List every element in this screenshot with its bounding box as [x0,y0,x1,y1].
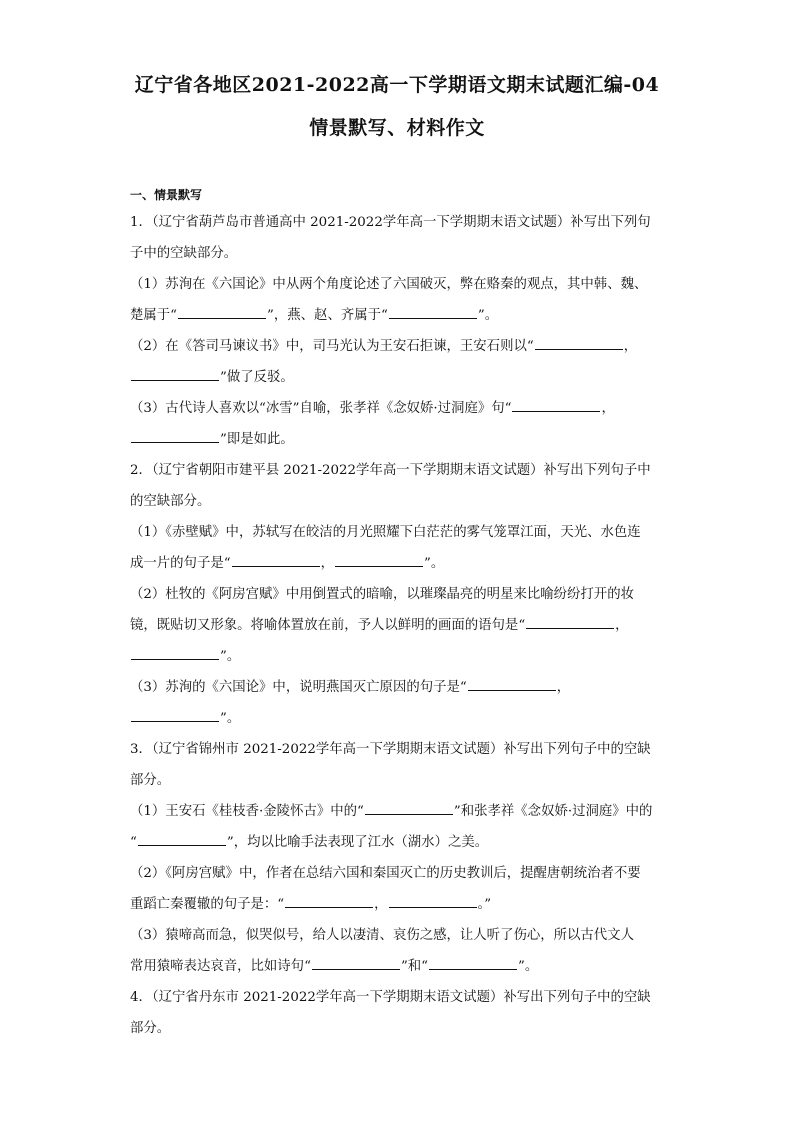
text-fragment: ”。 [518,959,539,974]
text-fragment: ”做了反驳。 [220,370,294,385]
answer-blank[interactable] [131,645,219,660]
text-fragment: ”和张孝祥《念奴娇·过洞庭》中的 [453,804,653,819]
text-fragment: （3）苏洵的《六国论》中，说明燕国灭亡原因的句子是“ [130,680,467,695]
question-2 [130,455,670,734]
answer-blank[interactable] [429,955,517,970]
document-body [130,185,670,1044]
answer-blank[interactable] [178,304,266,319]
q2-item-2-line3 [130,641,670,672]
question-4 [130,982,670,1044]
text-fragment: （2）在《答司马谏议书》中，司马光认为王安石拒谏，王安石则以“ [130,339,534,354]
text-fragment: ， [556,680,571,695]
answer-blank[interactable] [468,676,556,691]
text-fragment: “ [130,835,137,850]
text-fragment: 成一片的句子是“ [130,556,231,571]
answer-blank[interactable] [232,552,320,567]
question-3 [130,734,670,982]
question-4-heading-cont: 部分。 [130,1021,171,1036]
text-fragment: ”，均以比喻手法表现了江水（湖水）之美。 [226,835,489,850]
q1-item-3-text [130,393,670,424]
answer-blank[interactable] [138,831,226,846]
text-fragment: ， [320,556,334,571]
question-2-heading-cont: 的空缺部分。 [130,494,211,509]
text-fragment: ”即是如此。 [220,432,294,447]
text-fragment: ”。 [220,711,241,726]
document-subtitle: 情景默写、材料作文 [309,117,485,139]
text-fragment: 常用猿啼表达哀音，比如诗句“ [130,959,311,974]
text-fragment: ”和“ [400,959,429,974]
text-fragment: 镜，既贴切又形象。将喻体置放在前，予人以鲜明的画面的语句是“ [130,618,526,633]
answer-blank[interactable] [389,304,477,319]
q1-item-1-text: （1）苏洵在《六国论》中从两个角度论述了六国破灭，弊在赂秦的观点，其中韩、魏、 [130,277,648,292]
q1-item-1-line2 [130,300,670,331]
text-fragment: ， [615,618,629,633]
q3-item-2-text: （2）《阿房宫赋》中，作者在总结六国和秦国灭亡的历史教训后，提醒唐朝统治者不要 [130,866,641,881]
answer-blank[interactable] [365,800,453,815]
text-fragment: ”。 [423,556,445,571]
q3-item-2-line2 [130,889,670,920]
text-fragment: ， [374,897,388,912]
question-2-heading: 2．（辽宁省朝阳市建平县 2021-2022学年高一下学期期末语文试题）补写出下列句子中 [130,463,651,478]
q3-item-3-text: （3）猿啼高而急，似哭似号，给人以凄清、哀伤之感，让人听了伤心，所以古代文人 [130,928,634,943]
question-3-heading: 3．（辽宁省锦州市 2021-2022学年高一下学期期末语文试题）补写出下列句子中的空缺 [130,742,651,757]
q2-item-2-line2 [130,610,670,641]
section-heading: 一、情景默写 [130,188,203,202]
answer-blank[interactable] [131,428,219,443]
q2-item-2-text: （2）杜牧的《阿房宫赋》中用倒置式的暗喻，以璀璨晶亮的明星来比喻纷纷打开的妆 [130,587,634,602]
q3-item-3-line2 [130,951,670,982]
text-fragment: （1）王安石《桂枝香·金陵怀古》中的“ [130,804,364,819]
text-fragment: ”。 [477,308,499,323]
text-fragment: （3）古代诗人喜欢以“冰雪”自喻，张孝祥《念奴娇·过洞庭》句“ [130,401,512,416]
answer-blank[interactable] [312,955,400,970]
answer-blank[interactable] [131,366,219,381]
answer-blank[interactable] [526,614,614,629]
q1-item-3-line2 [130,424,670,455]
question-3-heading-cont: 部分。 [130,773,171,788]
q1-item-2-text [130,331,670,362]
answer-blank[interactable] [335,552,423,567]
text-fragment: ， [601,401,615,416]
q2-item-3-line2 [130,703,670,734]
q2-item-3-text [130,672,670,703]
text-fragment: ”，燕、赵、齐属于“ [267,308,388,323]
text-fragment: 。” [477,897,492,912]
question-1-heading-cont: 子中的空缺部分。 [130,246,238,261]
q2-item-1-text: （1）《赤壁赋》中，苏轼写在皎洁的月光照耀下白茫茫的雾气笼罩江面，天光、水色连 [130,525,641,540]
answer-blank[interactable] [535,335,623,350]
text-fragment: 楚属于“ [130,308,178,323]
q2-item-1-line2 [130,548,670,579]
document-title: 辽宁省各地区2021-2022高一下学期语文期末试题汇编-04 [134,74,660,96]
text-fragment: ， [623,339,638,354]
answer-blank[interactable] [512,397,600,412]
text-fragment: ”。 [220,649,241,664]
q3-item-1-line2 [130,827,670,858]
text-fragment: 重蹈亡秦覆辙的句子是：“ [130,897,285,912]
q1-item-2-line2 [130,362,670,393]
q3-item-1-text [130,796,670,827]
answer-blank[interactable] [285,893,373,908]
answer-blank[interactable] [389,893,477,908]
answer-blank[interactable] [131,707,219,722]
question-1 [130,207,670,455]
question-4-heading: 4．（辽宁省丹东市 2021-2022学年高一下学期期末语文试题）补写出下列句子中的空缺 [130,990,651,1005]
question-1-heading: 1．（辽宁省葫芦岛市普通高中 2021-2022学年高一下学期期末语文试题）补写出下列句 [130,215,651,230]
